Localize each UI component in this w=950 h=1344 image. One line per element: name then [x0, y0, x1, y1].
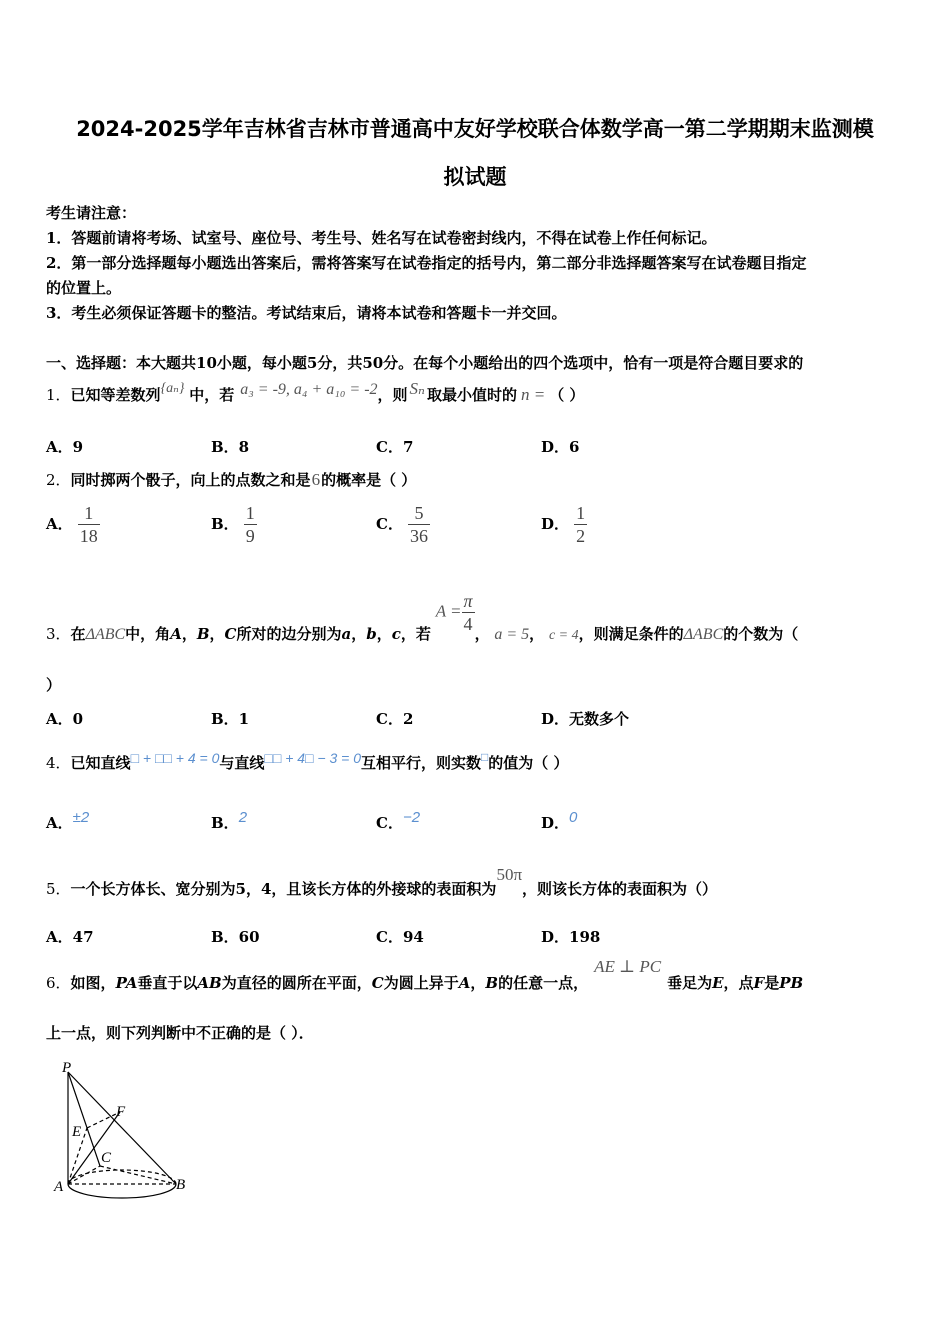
question-number: 4．: [46, 754, 71, 772]
q1-condition: a₃ = -9, a₄ + a₁₀ = -2: [240, 381, 378, 398]
q1-text-2: 中，若: [189, 386, 235, 404]
notice-heading: 考生请注意：: [46, 204, 137, 222]
q6-F: F: [753, 974, 765, 992]
q3-A: A: [170, 624, 182, 643]
q6-PA: PA: [115, 974, 138, 992]
q6-text-2: 垂直于以: [137, 974, 198, 992]
q5-area: 50π: [496, 865, 523, 884]
label-F: F: [116, 1104, 126, 1120]
q1-sequence: {aₙ}: [160, 381, 185, 396]
circle-back-arc: [68, 1170, 176, 1184]
q5-option-a[interactable]: A．47: [46, 928, 94, 946]
q6-condition: AE ⊥ PC: [594, 957, 662, 976]
page-title-continued: 拟试题: [443, 165, 507, 189]
question-1: [46, 379, 585, 414]
q1-option-d[interactable]: D．6: [541, 438, 580, 456]
q2-fraction-c: $\frac{5}{36}$: [410, 503, 429, 546]
question-2: [46, 469, 416, 490]
notice-item-1: 1．答题前请将考场、试室号、座位号、考生号、姓名写在试卷密封线内，不得在试卷上作任何标记。: [46, 229, 717, 247]
q4-value-b: 2: [238, 809, 248, 826]
q3-B: B: [196, 624, 210, 643]
q4-line-1: □ + □□ + 4 = 0: [130, 750, 220, 766]
label-E: E: [72, 1124, 82, 1140]
q6-text-4: 为圆上异于: [383, 974, 459, 992]
q2-option-d[interactable]: [541, 502, 587, 547]
q4-value-c: −2: [402, 809, 421, 826]
q5-text-2: ，则该长方体的表面积为（）: [522, 880, 718, 898]
question-number: 3．: [46, 624, 71, 643]
q3-sep: ，: [181, 624, 197, 643]
q1-n: n =: [520, 385, 546, 404]
q4-option-b[interactable]: [211, 809, 248, 833]
section-heading: 一、选择题：本大题共10小题，每小题5分，共50分。在每个小题给出的四个选项中，恰有一项是符合题目要求的: [46, 354, 804, 372]
q3-C: C: [224, 624, 237, 643]
circle-front-arc: [68, 1184, 176, 1198]
q1-text-4: 取最小值时的: [426, 386, 517, 404]
q3-c-eq: c = 4: [548, 627, 579, 643]
q6-B: B: [485, 974, 499, 992]
q1-option-c[interactable]: C．7: [376, 438, 414, 456]
q1-text-3: ，则: [377, 386, 408, 404]
question-5: [46, 864, 717, 898]
q3-option-a[interactable]: A．0: [46, 710, 84, 728]
q3-text-2: 中，角: [125, 624, 171, 643]
segment-PB: [68, 1072, 176, 1184]
option-label: B．: [211, 515, 239, 533]
q2-fraction-d: $\frac{1}{2}$: [576, 503, 586, 546]
q2-option-b[interactable]: [211, 502, 257, 547]
q3-pi-over-4: $\frac{\pi}{4}$: [463, 591, 473, 634]
question-number: 6．: [46, 974, 71, 992]
q3-a: a: [341, 624, 352, 643]
notice-item-2: 2．第一部分选择题每小题选出答案后，需将答案写在试卷指定的括号内，第二部分非选择题答案写在试卷题目指定: [46, 254, 807, 272]
option-label: C．: [376, 814, 403, 832]
option-label: D．: [541, 515, 570, 533]
q3-sep: ，: [351, 624, 367, 643]
q6-C: C: [371, 974, 384, 992]
q4-option-d[interactable]: [541, 809, 578, 833]
q1-sn: Sₙ: [409, 379, 425, 398]
q6-text-8: 是: [764, 974, 780, 992]
notice-item-2-cont: 的位置上。: [46, 279, 122, 297]
q5-text-1: 一个长方体长、宽分别为5，4，且该长方体的外接球的表面积为: [70, 880, 497, 898]
label-B: B: [176, 1177, 186, 1193]
q2-six: 6: [311, 470, 321, 489]
q4-text-4: 的值为（ ）: [488, 754, 569, 772]
q2-option-c[interactable]: [376, 502, 430, 547]
question-number: 5．: [46, 880, 71, 898]
q3-sep: ，: [529, 624, 545, 643]
q1-text-1: 已知等差数列: [70, 386, 161, 404]
q5-option-c[interactable]: C．94: [376, 928, 424, 946]
q3-c: c: [391, 624, 401, 643]
q3-triangle-2: ΔABC: [683, 625, 724, 643]
option-label: D．: [541, 814, 570, 832]
q1-option-a[interactable]: A．9: [46, 438, 84, 456]
q3-text-6: 的个数为（: [723, 624, 799, 643]
q3-sep: ，: [376, 624, 392, 643]
option-label: A．: [46, 515, 73, 533]
q1-text-5: （ ）: [549, 386, 585, 404]
q2-fraction-b: $\frac{1}{9}$: [245, 503, 255, 546]
q6-text-6: 垂足为: [667, 974, 713, 992]
q6-E: E: [712, 974, 724, 992]
q2-fraction-a: $\frac{1}{18}$: [79, 503, 98, 546]
q3-text-5: ，则满足条件的: [578, 624, 684, 643]
question-number: 2．: [46, 471, 71, 489]
option-label: B．: [211, 814, 239, 832]
question-number: 1．: [46, 386, 71, 404]
q6-text-7: ，点: [723, 974, 754, 992]
q4-text-3: 互相平行，则实数: [360, 754, 481, 772]
q3-sep: ，: [209, 624, 225, 643]
q4-variable: □: [481, 750, 489, 764]
q6-text-5: 的任意一点，: [498, 974, 589, 992]
q4-value-d: 0: [569, 809, 578, 826]
q3-option-d[interactable]: D．无数多个: [541, 710, 630, 728]
q6-A: A: [458, 974, 471, 992]
option-label: C．: [376, 515, 403, 533]
q3-option-c[interactable]: C．2: [376, 710, 414, 728]
q3-A-eq: A =: [435, 601, 462, 621]
q3-angle-condition: [436, 590, 475, 635]
q4-option-a[interactable]: [46, 809, 90, 833]
segment-PC: [68, 1072, 100, 1166]
label-P: P: [62, 1060, 72, 1076]
q3-sep: ，: [474, 624, 490, 643]
question-4: [46, 752, 568, 773]
label-A: A: [54, 1179, 64, 1195]
q3-text-1: 在: [70, 624, 86, 643]
q4-text-1: 已知直线: [70, 754, 131, 772]
notice-item-3: 3．考生必须保证答题卡的整洁。考试结束后，请将本试卷和答题卡一并交回。: [46, 304, 567, 322]
question-6: 6．如图，PA垂直于以AB为直径的圆所在平面，C为圆上异于A，B的任意一点，AE ⊥ PC垂足为E，点F是PB: [46, 957, 804, 992]
q5-option-b[interactable]: B．60: [211, 928, 260, 946]
q6-text-3: 为直径的圆所在平面，: [221, 974, 372, 992]
label-C: C: [101, 1150, 112, 1166]
q3-b: b: [366, 624, 377, 643]
q4-text-2: 与直线: [219, 754, 265, 772]
q3-text-3: 所对的边分别为: [236, 624, 342, 643]
q3-text-4: ，若: [400, 624, 431, 643]
q3-a-eq: a = 5: [494, 625, 530, 643]
q2-text-2: 的概率是（ ）: [321, 471, 417, 489]
q4-line-2: □□ + 4□ − 3 = 0: [264, 750, 361, 766]
q6-text-1: 如图，: [70, 974, 116, 992]
q3-option-b[interactable]: B．1: [211, 710, 250, 728]
question-3: [46, 590, 799, 643]
q6-AB: AB: [197, 974, 222, 992]
q6-text-line-2: 上一点，则下列判断中不正确的是（ ）．: [46, 1024, 314, 1042]
page-title: 2024-2025学年吉林省吉林市普通高中友好学校联合体数学高一第二学期期末监测模: [76, 117, 874, 141]
q5-option-d[interactable]: D．198: [541, 928, 601, 946]
q1-option-b[interactable]: B．8: [211, 438, 250, 456]
q3-triangle: ΔABC: [85, 625, 126, 643]
q6-geometry-figure: [40, 1056, 200, 1206]
q2-text-1: 同时掷两个骰子，向上的点数之和是: [70, 471, 311, 489]
q6-PB: PB: [779, 974, 804, 992]
q3-close-paren: ）: [46, 676, 62, 694]
q4-option-c[interactable]: [376, 809, 421, 833]
option-label: A．: [46, 814, 73, 832]
q2-option-a[interactable]: [46, 502, 100, 547]
q4-value-a: ±2: [72, 809, 90, 826]
